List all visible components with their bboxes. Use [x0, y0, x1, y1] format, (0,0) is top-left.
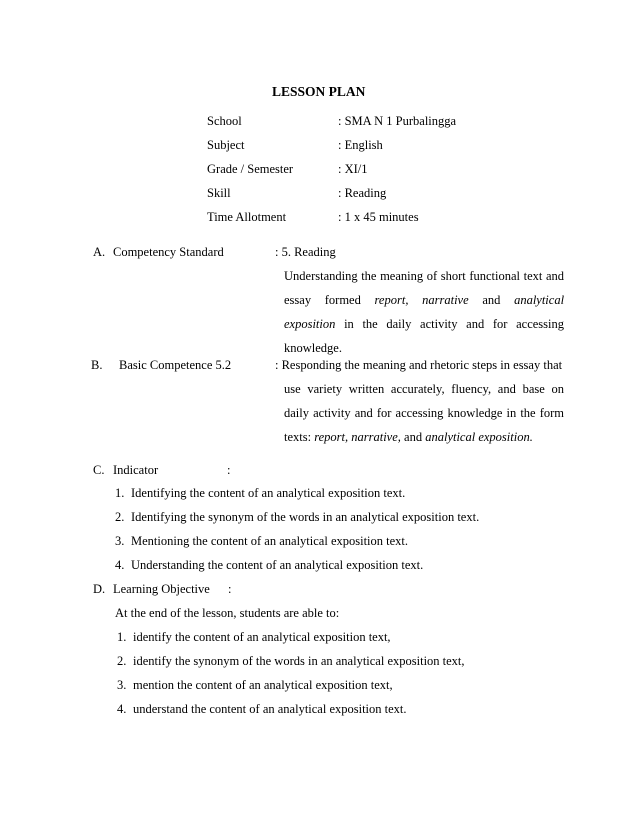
section-description: [284, 268, 564, 364]
list-item: Mentioning the content of an analytical exposition text.: [131, 534, 409, 548]
info-label: School: [207, 114, 242, 128]
section-value: : 5. Reading: [275, 245, 336, 259]
description-line: essay formed report, narrative and analytical: [284, 293, 565, 307]
section-marker: C.: [93, 463, 105, 477]
info-value: : Reading: [338, 186, 387, 200]
info-value: : 1 x 45 minutes: [338, 210, 419, 224]
list-item-number: 3.: [115, 534, 125, 548]
section-intro: At the end of the lesson, students are able to:: [115, 606, 340, 620]
description-line: daily activity and for accessing knowledge in the form: [284, 406, 564, 420]
section-heading: Indicator: [113, 463, 159, 477]
info-label: Skill: [207, 186, 231, 200]
list-item: Identifying the content of an analytical exposition text.: [131, 486, 406, 500]
info-label: Time Allotment: [207, 210, 287, 224]
info-value: : SMA N 1 Purbalingga: [338, 114, 457, 128]
description-line: Understanding the meaning of short functional text and: [284, 269, 564, 283]
list-item: identify the content of an analytical exposition text,: [133, 630, 391, 644]
list-item-number: 3.: [117, 678, 127, 692]
list-item-number: 1.: [117, 630, 127, 644]
list-item: understand the content of an analytical exposition text.: [133, 702, 407, 716]
list-item-number: 1.: [115, 486, 125, 500]
section-value: : Responding the meaning and rhetoric steps in essay that: [275, 358, 563, 372]
list-item: Identifying the synonym of the words in an analytical exposition text.: [131, 510, 480, 524]
info-label: Grade / Semester: [207, 162, 294, 176]
list-item: identify the synonym of the words in an analytical exposition text,: [133, 654, 465, 668]
list-item: Understanding the content of an analytical exposition text.: [131, 558, 424, 572]
section-heading: Learning Objective: [113, 582, 210, 596]
section-heading: Basic Competence 5.2: [119, 358, 232, 372]
description-line: texts: report, narrative, and analytical exposition.: [284, 430, 533, 444]
description-line: knowledge.: [284, 341, 342, 355]
info-value: : XI/1: [338, 162, 368, 176]
description-line: exposition in the daily activity and for accessing: [284, 317, 565, 331]
info-label: Subject: [207, 138, 245, 152]
description-line: use variety written accurately, fluency, and base on: [284, 382, 564, 396]
list-item-number: 2.: [115, 510, 125, 524]
list-item-number: 2.: [117, 654, 127, 668]
section-heading: Competency Standard: [113, 245, 224, 259]
section-colon: :: [228, 582, 232, 596]
section-colon: :: [227, 463, 231, 477]
section-description: [284, 381, 564, 453]
info-value: : English: [338, 138, 383, 152]
list-item-number: 4.: [117, 702, 127, 716]
list-item-number: 4.: [115, 558, 125, 572]
section-marker: A.: [93, 245, 106, 259]
page-title: LESSON PLAN: [272, 84, 366, 99]
list-item: mention the content of an analytical exposition text,: [133, 678, 393, 692]
section-marker: D.: [93, 582, 106, 596]
section-marker: B.: [91, 358, 103, 372]
